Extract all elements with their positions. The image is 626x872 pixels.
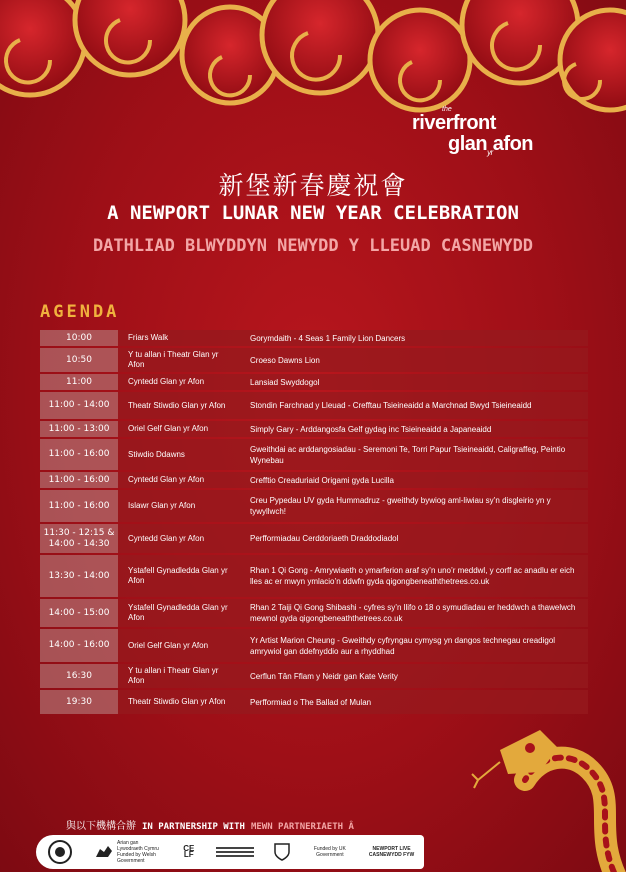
- agenda-location: Theatr Stiwdio Glan yr Afon: [118, 392, 240, 419]
- agenda-time: 11:00 - 16:00: [40, 439, 118, 470]
- agenda-row: [40, 490, 588, 522]
- agenda-row: [40, 555, 588, 597]
- sponsor-celf: CE LF: [183, 844, 195, 859]
- agenda-row: [40, 472, 588, 488]
- logo-the: the: [442, 106, 452, 113]
- sponsor-logos: [36, 835, 424, 869]
- agenda-location: Y tu allan i Theatr Glan yr Afon: [118, 348, 240, 372]
- snake-papercut-icon: [470, 710, 626, 872]
- agenda-location: Oriel Gelf Glan yr Afon: [118, 629, 240, 662]
- agenda-location: Stiwdio Ddawns: [118, 439, 240, 470]
- partner-welsh: MEWN PARTNERIAETH Â: [250, 822, 354, 832]
- sponsor-arts-council: [216, 845, 254, 859]
- agenda-location: Ystafell Gynadledda Glan yr Afon: [118, 555, 240, 597]
- agenda-activity: Croeso Dawns Lion: [240, 348, 588, 372]
- partner-chinese: 與以下機構合辦: [66, 821, 136, 832]
- agenda-location: Islawr Glan yr Afon: [118, 490, 240, 522]
- logo-glan: glan: [448, 133, 488, 155]
- agenda-activity: Creu Pypedau UV gyda Hummadruz - gweithdy bywiog aml-liwiau sy’n disgleirio yn y tywyllwch!: [240, 490, 588, 522]
- sponsor-newport-live: NEWPORT LIVE CASNEWYDD FYW: [368, 846, 415, 858]
- agenda-activity: Perfformiad o The Ballad of Mulan: [240, 690, 588, 714]
- agenda-activity: Rhan 1 Qi Gong - Amrywiaeth o ymarferion araf sy’n uno’r meddwl, y corff ac anadlu er eich lles ac er mwyn ymlacio’n ddwfn gyda qigongbeneaththetrees.co.uk: [240, 555, 588, 597]
- agenda-activity: Simply Gary - Arddangosfa Gelf gydag inc Tsieineaidd a Japaneaidd: [240, 421, 588, 437]
- logo-yr: yr: [487, 148, 493, 157]
- logo-afon: afon: [492, 133, 534, 155]
- agenda-activity: Gorymdaith - 4 Seas 1 Family Lion Dancers: [240, 330, 588, 346]
- agenda-activity: Rhan 2 Taiji Qi Gong Shibashi - cyfres sy’n llifo o 18 o symudiadau er heddwch a thawelwch mewnol gyda qigongbeneaththetrees.co.uk: [240, 599, 588, 627]
- agenda-location: Oriel Gelf Glan yr Afon: [118, 421, 240, 437]
- agenda-row: [40, 524, 588, 553]
- agenda-time: 14:00 - 16:00: [40, 629, 118, 662]
- agenda-time: 10:50: [40, 348, 118, 372]
- agenda-location: Cyntedd Glan yr Afon: [118, 472, 240, 488]
- agenda-time: 11:00 - 13:00: [40, 421, 118, 437]
- agenda-activity: Perfformiadau Cerddoriaeth Draddodiadol: [240, 524, 588, 553]
- sponsor-uk-government: Funded by UK Government: [313, 846, 346, 858]
- agenda-row: [40, 629, 588, 662]
- agenda-row: [40, 664, 588, 688]
- agenda-row: [40, 330, 588, 346]
- agenda-activity: Cerflun Tân Fflam y Neidr gan Kate Verity: [240, 664, 588, 688]
- agenda-location: Ystafell Gynadledda Glan yr Afon: [118, 599, 240, 627]
- title-english: A NEWPORT LUNAR NEW YEAR CELEBRATION: [107, 202, 519, 224]
- logo-riverfront: riverfront: [412, 112, 496, 134]
- partnership-line: [66, 817, 354, 832]
- agenda-heading: AGENDA: [40, 302, 120, 322]
- agenda-location: Cyntedd Glan yr Afon: [118, 524, 240, 553]
- agenda-time: 11:00 - 16:00: [40, 490, 118, 522]
- agenda-activity: Yr Artist Marion Cheung - Gweithdy cyfryngau cymysg yn dangos technegau creadigol amrywiol gan ddefnyddio aur a rhyddhad: [240, 629, 588, 662]
- agenda-time: 11:00 - 14:00: [40, 392, 118, 419]
- agenda-row: [40, 439, 588, 470]
- agenda-time: 16:30: [40, 664, 118, 688]
- agenda-activity: Stondin Farchnad y Lleuad - Crefftau Tsieineaidd a Marchnad Bwyd Tsieineaidd: [240, 392, 588, 419]
- riverfront-logo: [408, 108, 558, 158]
- agenda-time: 13:30 - 14:00: [40, 555, 118, 597]
- agenda-location: Theatr Stiwdio Glan yr Afon: [118, 690, 240, 714]
- lion-seal-icon: [45, 839, 75, 865]
- welsh-dragon-icon: [94, 843, 114, 861]
- agenda-location: Friars Walk: [118, 330, 240, 346]
- agenda-row: [40, 374, 588, 390]
- sponsor-lion-logo: [45, 839, 75, 866]
- sponsor-welsh-government-text: Arian gan Lywodraeth Cymru Funded by Welsh Government: [117, 840, 159, 864]
- logo-glan-yr-afon: [448, 133, 533, 157]
- agenda-location: Cyntedd Glan yr Afon: [118, 374, 240, 390]
- title-chinese: 新堡新春慶祝會: [218, 171, 408, 200]
- agenda-time: 19:30: [40, 690, 118, 714]
- agenda-row: [40, 392, 588, 419]
- crest-icon: [273, 842, 291, 862]
- agenda-time: 11:00 - 16:00: [40, 472, 118, 488]
- sponsor-welsh-government: [94, 840, 161, 864]
- partner-english: IN PARTNERSHIP WITH: [142, 822, 245, 832]
- agenda-row: [40, 421, 588, 437]
- agenda-time: 11:00: [40, 374, 118, 390]
- title-welsh: DATHLIAD BLWYDDYN NEWYDD Y LLEUAD CASNEWYDD: [92, 236, 534, 256]
- agenda-activity: Gweithdai ac arddangosiadau - Seremoni Te, Torri Papur Tsieineaidd, Caligraffeg, Peintio Wynebau: [240, 439, 588, 470]
- agenda-time: 10:00: [40, 330, 118, 346]
- agenda-row: [40, 599, 588, 627]
- sponsor-crest: [273, 842, 291, 863]
- agenda-activity: Lansiad Swyddogol: [240, 374, 588, 390]
- agenda-table: [40, 330, 588, 716]
- agenda-location: Y tu allan i Theatr Glan yr Afon: [118, 664, 240, 688]
- agenda-time: 11:30 - 12:15 & 14:00 - 14:30: [40, 524, 118, 553]
- agenda-row: [40, 348, 588, 372]
- agenda-activity: Crefftio Creaduriaid Origami gyda Lucilla: [240, 472, 588, 488]
- agenda-time: 14:00 - 15:00: [40, 599, 118, 627]
